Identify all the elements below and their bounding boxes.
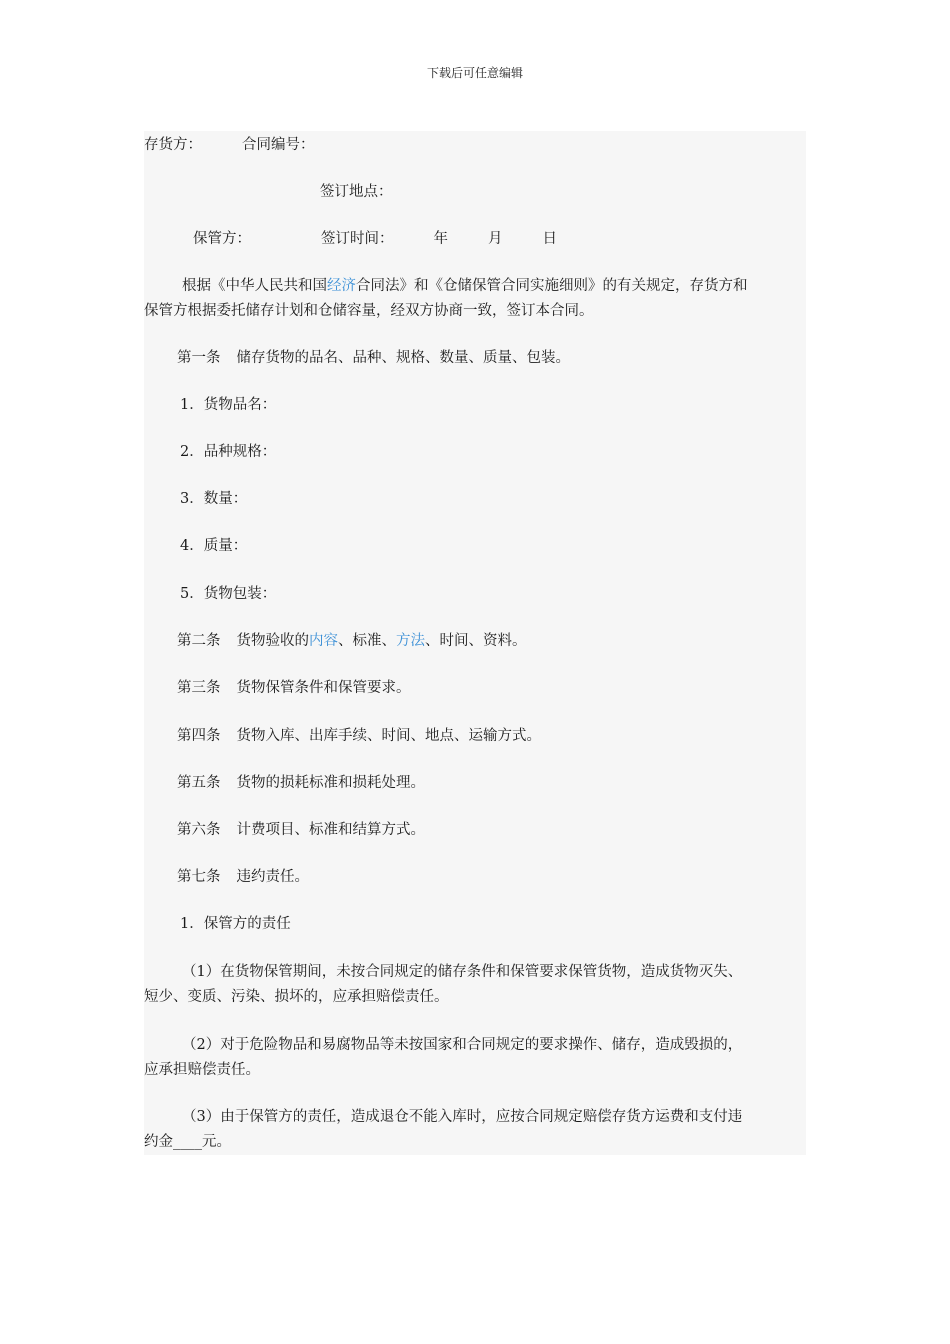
article-1-item: 5．货物包装： xyxy=(180,586,277,602)
article-3-text: 货物保管条件和保管要求。 xyxy=(236,680,411,696)
article-1-item: 1．货物品名： xyxy=(180,397,277,413)
article-1-title: 第一条 xyxy=(177,350,221,366)
header-note: 下载后可任意编辑 xyxy=(426,66,523,80)
clause-2 xyxy=(144,1033,806,1082)
preamble-line-2: 保管方根据委托储存计划和仓储容量，经双方协商一致，签订本合同。 xyxy=(144,302,594,319)
article-6-title: 第六条 xyxy=(177,822,221,838)
article-1-text: 储存货物的品名、品种、规格、数量、质量、包装。 xyxy=(236,350,570,366)
sign-place-label: 签订地点： xyxy=(320,184,393,200)
custodian-responsibility-heading: 1．保管方的责任 xyxy=(180,916,291,932)
article-7 xyxy=(177,865,309,889)
preamble-line-1: 根据《中华人民共和国经济合同法》和《仓储保管合同实施细则》的有关规定，存货方和 xyxy=(182,278,748,294)
article-1-item: 3．数量： xyxy=(180,491,248,507)
article-4 xyxy=(177,724,541,748)
article-3 xyxy=(177,676,411,700)
article-7-title: 第七条 xyxy=(177,869,221,885)
header-row-3 xyxy=(193,227,557,251)
clause-1 xyxy=(144,960,806,1009)
article-7-text: 违约责任。 xyxy=(236,869,309,885)
year-label: 年 xyxy=(433,231,448,247)
clause-line: 约金____元。 xyxy=(144,1133,231,1150)
sign-time-label: 签订时间： xyxy=(321,231,394,247)
depositor-label: 存货方： xyxy=(144,137,202,153)
contract-number-label: 合同编号： xyxy=(242,137,315,153)
article-5-text: 货物的损耗标准和损耗处理。 xyxy=(236,775,425,791)
clause-line: （3）由于保管方的责任，造成退仓不能入库时，应按合同规定赔偿存货方运费和支付违 xyxy=(182,1109,743,1125)
day-label: 日 xyxy=(542,231,557,247)
article-6 xyxy=(177,818,425,842)
header-row-1 xyxy=(144,133,315,157)
article-6-text: 计费项目、标准和结算方式。 xyxy=(236,822,425,838)
article-4-text: 货物入库、出库手续、时间、地点、运输方式。 xyxy=(236,728,541,744)
clause-line: 短少、变质、污染、损坏的，应承担赔偿责任。 xyxy=(144,988,449,1005)
article-5 xyxy=(177,771,425,795)
article-1 xyxy=(177,346,570,370)
clause-line: 应承担赔偿责任。 xyxy=(144,1061,260,1078)
custodian-label: 保管方： xyxy=(193,231,251,247)
content-link[interactable]: 内容 xyxy=(309,633,338,649)
article-5-title: 第五条 xyxy=(177,775,221,791)
clause-line: （1）在货物保管期间，未按合同规定的储存条件和保管要求保管货物，造成货物灭失、 xyxy=(182,964,743,980)
clause-3 xyxy=(144,1105,806,1154)
preamble-paragraph xyxy=(144,274,806,323)
article-2: 第二条 货物验收的内容、标准、方法、时间、资料。 xyxy=(177,633,527,649)
method-link[interactable]: 方法 xyxy=(396,633,425,649)
month-label: 月 xyxy=(488,231,503,247)
clause-line: （2）对于危险物品和易腐物品等未按国家和合同规定的要求操作、储存，造成毁损的， xyxy=(182,1037,743,1053)
article-1-item: 4．质量： xyxy=(180,538,248,554)
article-3-title: 第三条 xyxy=(177,680,221,696)
article-2-title: 第二条 xyxy=(177,633,221,649)
article-4-title: 第四条 xyxy=(177,728,221,744)
article-1-item: 2．品种规格： xyxy=(180,444,277,460)
economy-link[interactable]: 经济 xyxy=(327,278,356,294)
